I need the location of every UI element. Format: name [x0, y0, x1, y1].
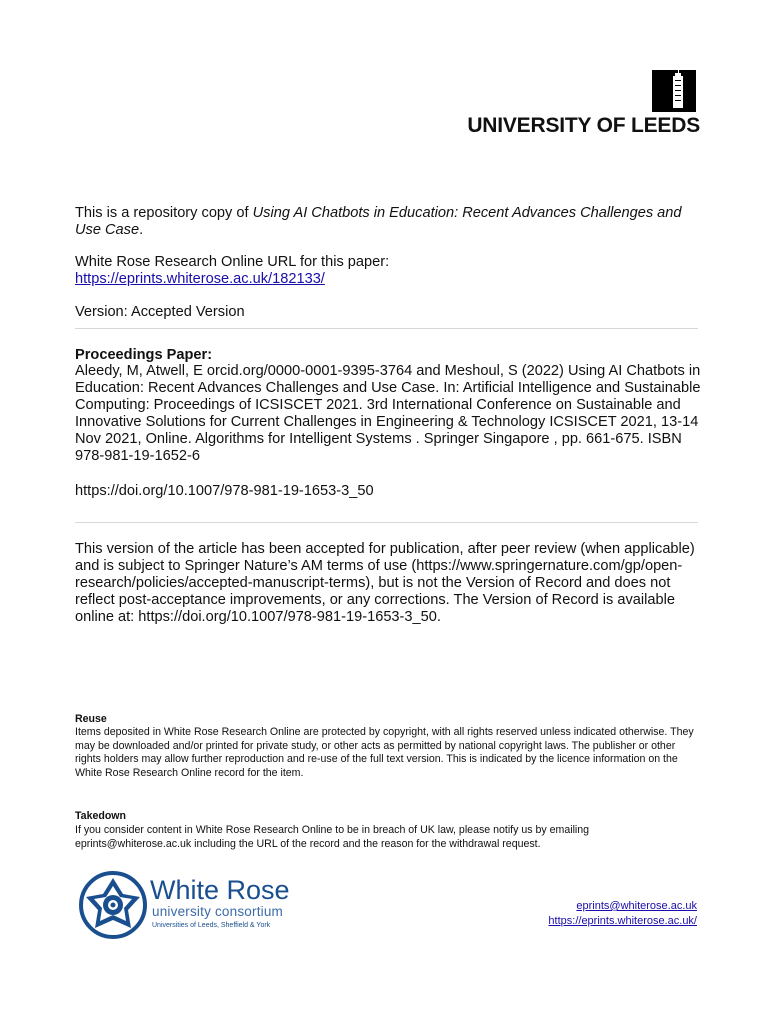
- white-rose-subtitle: university consortium: [152, 904, 283, 919]
- reuse-heading: Reuse: [75, 713, 107, 725]
- citation-text: Aleedy, M, Atwell, E orcid.org/0000-0001-9395-3764 and Meshoul, S (2022) Using AI Chatbots in Education: Recent Advances Challenges and Use Case. In: Artificial Intelligence and Sustainable Computing: Proceedings of ICSISCET 2021. 3rd International Conference on Sustainable and Innovative Solutions for Current Challenges in Engineering & Technology ICSISCET 2021, 13-14 Nov 2021, Online. Algorithms for Intelligent Systems . Springer Singapore , pp. 661-675. ISBN 978-981-19-1652-6: [75, 363, 701, 464]
- white-rose-title: White Rose: [150, 875, 290, 905]
- intro-prefix: This is a repository copy of: [75, 205, 253, 221]
- university-of-leeds-logo-icon: [652, 70, 696, 112]
- repository-copy-statement: [75, 205, 705, 239]
- takedown-heading: Takedown: [75, 810, 127, 822]
- eprints-site-link[interactable]: https://eprints.whiterose.ac.uk/: [548, 915, 697, 927]
- version-label: Version: Accepted Version: [75, 304, 245, 320]
- white-rose-logo-icon: [78, 870, 148, 940]
- accepted-version-note: This version of the article has been accepted for publication, after peer review (when applicable) and is subject to Springer Nature’s AM terms of use (https://www.springernature.com/gp/open-research/policies/accepted-manuscript-terms), but is not the Version of Record and does not reflect post-acceptance improvements, or any corrections. The Version of Record is available online at: https://doi.org/10.1007/978-981-19-1653-3_50.: [75, 541, 695, 625]
- repository-url-label: White Rose Research Online URL for this paper:: [75, 254, 390, 270]
- doi-text: https://doi.org/10.1007/978-981-19-1653-3_50: [75, 483, 374, 499]
- white-rose-universities: Universities of Leeds, Sheffield & York: [152, 922, 271, 929]
- repository-url-link[interactable]: https://eprints.whiterose.ac.uk/182133/: [75, 271, 325, 287]
- contact-email-link[interactable]: eprints@whiterose.ac.uk: [576, 900, 697, 912]
- takedown-text: If you consider content in White Rose Research Online to be in breach of UK law, please notify us by emailing eprints@whiterose.ac.uk including the URL of the record and the reason for the withdrawal request.: [75, 824, 590, 850]
- proceedings-heading: Proceedings Paper:: [75, 347, 213, 363]
- reuse-text: Items deposited in White Rose Research Online are protected by copyright, with all rights reserved unless indicated otherwise. They may be downloaded and/or printed for private study, or other acts as permitted by national copyright laws. The publisher or other rights holders may allow further reproduction and re-use of the full text version. This is indicated by the licence information on the White Rose Research Online record for the item.: [75, 726, 694, 779]
- university-wordmark: UNIVERSITY OF LEEDS: [467, 114, 700, 137]
- paper-title: Using AI Chatbots in Education: Recent Advances Challenges and Use Case: [75, 205, 682, 238]
- divider: [75, 328, 698, 329]
- intro-suffix: .: [139, 222, 144, 238]
- divider: [75, 522, 698, 523]
